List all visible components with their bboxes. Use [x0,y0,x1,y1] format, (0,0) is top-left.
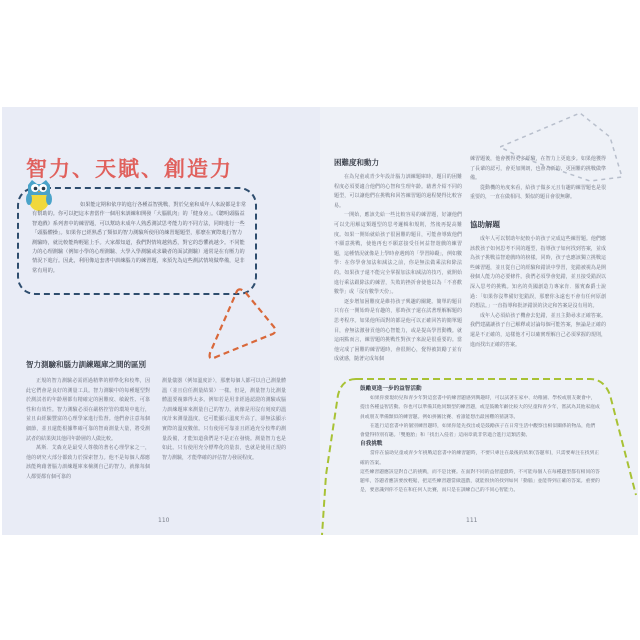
paragraph: 當你在協助兒童或青少年挑戰這套書中的練習題時，不要只專注在最後的結果(答題率)，只需要專注在找到正確的答案。 [360,451,600,466]
right-column-2-top [470,155,606,203]
page-number-left: 110 [158,517,170,524]
paragraph: 在為兒童或青少年設計腦力訓練題庫時，題目的困難程度必須要適合他們的心智和生理年齡。藉著介紹不同的題型，可以讓他們在挑戰和回答練習題的過程變得比較容易。 [334,174,462,209]
left-page [2,107,320,535]
paragraph: 如果你發現幼兒和青少年對這套書中的練習題感到興趣時，可以試著在家中、幼稚園、學校或朋友聚會中，提出各種益智活動。你也可以準備其他同類型的練習題，或是鼓勵年齡比較大的兒童和青少年，嘗試為其他家庭成員或朋友準備類似的練習題。例如拼圖比賽、看誰能想出最困難的猜謎等。 [360,396,600,420]
idea-box-heading-1: 鼓勵更進一步的益智活動 [360,386,422,392]
idea-box-heading-2: 自我挑戰 [360,441,383,448]
paragraph: 逐步增加困難度是維持孩子興趣的關鍵。簡單的題目只有在一開始時是有趣的，那時孩子還在試著理解解題的思考程序。如果他所面對的都是他可以正確回答的簡單題目，會無法激發貢他的心智能力，或是提高學習動機。就這兩點而言，練習題的挑戰性對孩子來說是很重要的。當他完成了困難的練習題時，會很開心，覺得被鼓勵了並有成就感，隨著完成每個 [334,298,462,363]
paragraph: 萬斯．艾森克是最受人尊敬的著名心理學家之一，他的研究大部分都致力於探索智力。他不是每個人都應該能夠藉著腦力訓練題庫來檢測自己的智力，就像每個人都要都有個可靠的 [26,445,150,480]
paragraph: 成年人必須給孩子機會去犯錯，並且主動尋求正確答案。我們建議讓孩子自己解釋或討論每個可能答案，無論是正確的還是不正確的，這樣他才可以確實理解自己必須掌握的規則，進而找出正確的答案。 [470,312,606,348]
right-column-1 [334,173,462,365]
paragraph: 一開始，應該先給一些比較容易的練習題，好讓他們可以先用解這類題型的思考邏輯和規則，然後再提高難度。如果一開始就給孩子很困難的題目，可能會導致他們不願意挑戰，使他再也不願意接受任何益智遊戲的練習題，這種情況就像是上學時會遇到的「學習障礙」，例如數學：在你學會加法和減法之前，你是無法做乘法和除法的。如果孩子還不能完全掌握加法和減法的技巧，就開始進行乘法跟除法的練習，失敗的挫折會使他以為「不喜歡數學」或「沒有數學天份」。 [334,212,462,296]
paragraph: 正規的智力測驗必需經過精準的標準化和校準，因此它們會是良好的測量工具。智力測驗中的每種題型對於測試者的年齡層都有精確定的困難度、敏銳性、可靠性和有效性。智力測驗必須在嚴格控管的環境中進行，並且由經驗豐富的心理學家進行監督。他們會注意每個細節，並且還能根據準確可靠的智商測量大量，將受測試者的結果與其他同年齡層的人做比較。 [26,378,150,442]
intro-paragraph: 如果能定期和依序的進行各種益智挑戰，對於兒童和成年人來說都是非常有幫助的。你可以把這本書當作一個用來訓練和開發「大腦肌肉」的「健身房」。《聰明頭腦益智遊戲》系列書中的練習題，可以幫助未成年人熟悉測試思考能力的不同方法，同時進行一些「頭腦體操」。如果你已經熟悉了類似的智力測驗所使用的練習題題型，那麼在實際進行智力測驗時，就比較能夠輕鬆上手。大家都知道，我們對情境越熟悉，對它的恐懼就越少。不同能力的心理測驗（例如小學的心理測驗、大學入學測驗或求職者的面試測驗）通常是在有壓力的情況下進行。因此，利用像這套書中訓練腦力的練習題，來預先為這些測試情境做準備，是非常有用的。 [32,202,247,274]
right-page [320,107,638,535]
idea-box-content [360,385,600,495]
section-heading-difficulty: 困難度和動力 [334,158,379,167]
book-spread [2,107,638,535]
left-column-2 [162,377,286,463]
paragraph: 成年人可以幫助年紀較小的孩子完成這些練習題。他們應該教孩子如何思考不同的題型，指導孩子如何找到答案，並成為孩子挑戰益智遊戲時的榜樣。同時，孩子也應該獨立挑戰這些練習題，並且從自己的經驗和錯誤中學習，犯錯被視為是開發個人能力的必要條件。我們必須學會犯錯，並且接受錯誤以深入思考的挑戰。知名的英國創造力專家肯．羅賓森爵士說過：「如果你沒準備好犯錯誤，那麼你永遠也不會有任何原創的想法。」一直指導和批評錯誤的決定和答案是沒有用的。 [470,236,606,310]
paragraph: 在進行這套書中的個別練習題時，如果你能先找出或是鼓勵孩子在日常生活中觀察出相似關係的物品，他們會覺得特別有趣。「雙胞胎」和「找出入侵者」這兩章就非常適合進行這類活動。 [360,423,596,439]
section-heading-difference: 智力測驗和腦力訓練題庫之間的區別 [26,360,146,369]
paragraph: 從動機的角度來看，給孩子做多元且有趣的練習題也是很重要的，一直在做相同、類似的題目會很無聊。 [470,184,606,201]
paragraph: 練習題後，他會獲得更多經驗，在智力上更進步。如果他獲得了長輩的認可，會更加開朗，也會為新的、更困難的挑戰做準備。 [470,156,606,182]
left-column-1 [26,377,150,483]
paragraph: 這些練習題應該是對自己的挑戰，而不是比賽。在面對不同的益智遊戲時，不可能每個人在每種題型都有相同的答題率，答題者應該要放輕鬆，把這些練習題當做遊戲，就能很快的找到如何「動腦」並能得到正確的答案。重要的是，要意識到你不是在和任何人比賽，而只是在訓練自己的不同心智能力。 [360,469,600,494]
paragraph: 測量儀器（例如溫度計），那麼每個人都可以自己測量體溫（並且信任測量結果）一樣。但是，測量智力比測量體溫要複雜得太多。例如若是用非經過認證的測驗或腦力訓練題庫來測量自己的智力，就像是用沒有刻度的溫度計來測量溫度，它可能顯示溫度升高了，卻無法顯示實際的溫度數值。只有使用可靠並且經過充分校準的測量設備，才能知道我們是不是正在發燒。測量智力也是如此。只有使用充分標準化的量表，也就是使用正規的智力測驗，才能準確的評估智力發展程度。 [162,378,286,461]
orange-dashed-triangle-icon [202,287,282,377]
page-number-right: 111 [466,517,478,524]
right-column-2 [470,235,606,350]
chapter-title: 智力、天賦、創造力 [26,157,233,181]
section-heading-help: 協助解題 [470,220,500,229]
